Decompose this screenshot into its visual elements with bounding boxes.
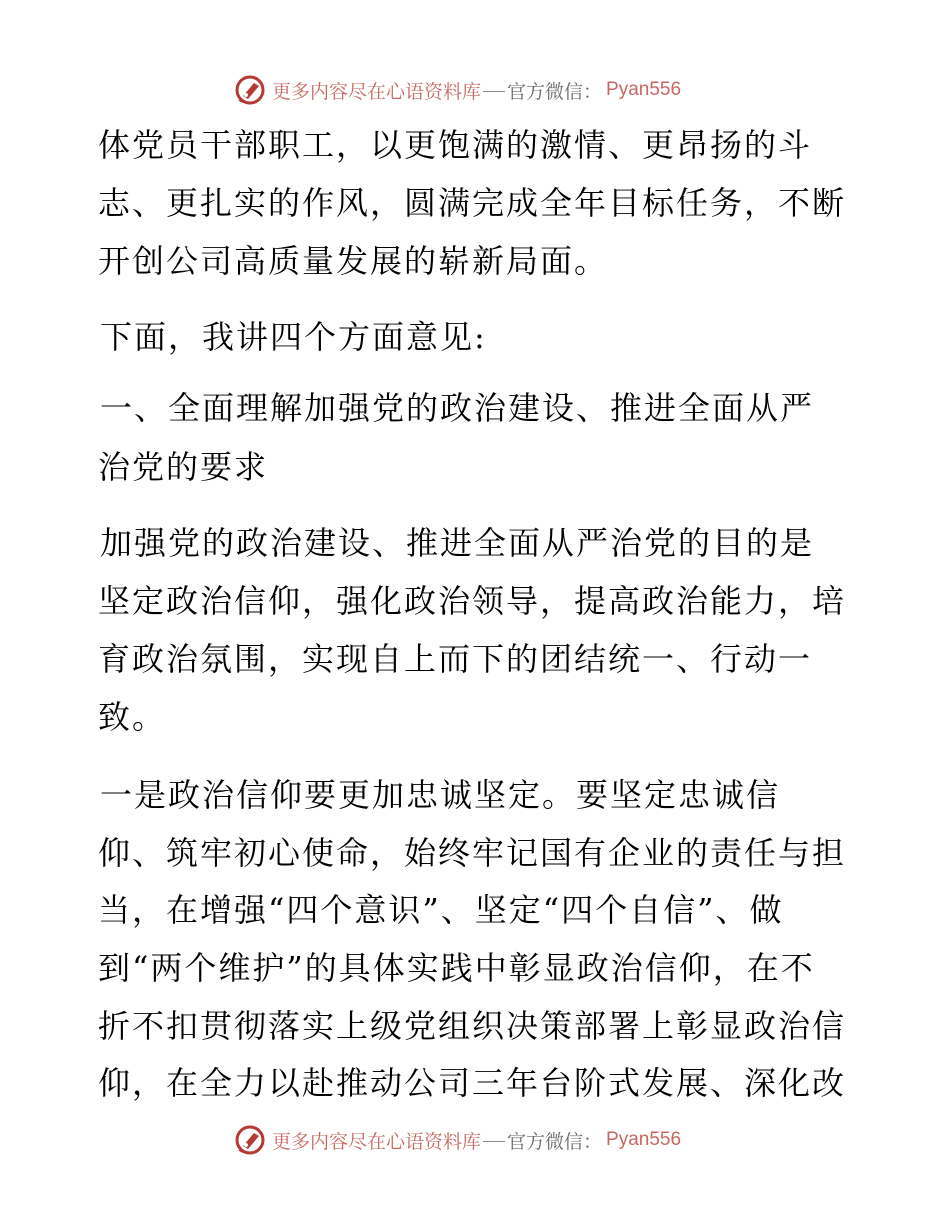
text-line: 一是政治信仰要更加忠诚坚定。要坚定忠诚信 — [100, 776, 781, 814]
wechat-id: Pyan556 — [606, 79, 682, 100]
text-line: 加强党的政治建设、推进全面从严治党的目的是 — [100, 524, 815, 562]
section-heading: 一、全面理解加强党的政治建设、推进全面从严 — [100, 389, 815, 427]
text-line: 开创公司高质量发展的崭新局面。 — [98, 242, 609, 280]
text-line: 到“两个维护”的具体实践中彰显政治信仰，在不 — [98, 949, 815, 987]
wechat-label: 官方微信： — [507, 80, 603, 103]
text-line: 当，在增强“四个意识”、坚定“四个自信”、做 — [98, 891, 784, 929]
text-line: 致。 — [98, 698, 167, 736]
site-promo-text: 更多内容尽在心语资料库 — [272, 1130, 482, 1153]
text-line: 志、更扎实的作风，圆满完成全年目标任务，不断 — [98, 184, 847, 222]
text-line: 仰，在全力以赴推动公司三年台阶式发展、深化改 — [98, 1064, 847, 1102]
wechat-id: Pyan556 — [606, 1129, 682, 1150]
text-line: 下面，我讲四个方面意见: — [100, 318, 487, 356]
pen-nib-logo-icon — [234, 1124, 266, 1156]
text-line: 坚定政治信仰，强化政治领导，提高政治能力，培 — [98, 582, 847, 620]
wechat-label: 官方微信： — [507, 1130, 603, 1153]
pen-nib-logo-icon — [234, 74, 266, 106]
text-line: 体党员干部职工，以更饱满的激情、更昂扬的斗 — [98, 126, 813, 164]
text-line: 折不扣贯彻落实上级党组织决策部署上彰显政治信 — [98, 1007, 847, 1045]
separator-dash — [483, 1141, 505, 1142]
footer-banner — [234, 1123, 714, 1157]
text-line: 仰、筑牢初心使命，始终牢记国有企业的责任与担 — [98, 834, 847, 872]
section-heading: 治党的要求 — [98, 448, 269, 486]
text-line: 育政治氛围，实现自上而下的团结统一、行动一 — [98, 640, 813, 678]
header-banner — [234, 73, 714, 107]
separator-dash — [483, 91, 505, 92]
site-promo-text: 更多内容尽在心语资料库 — [272, 80, 482, 103]
